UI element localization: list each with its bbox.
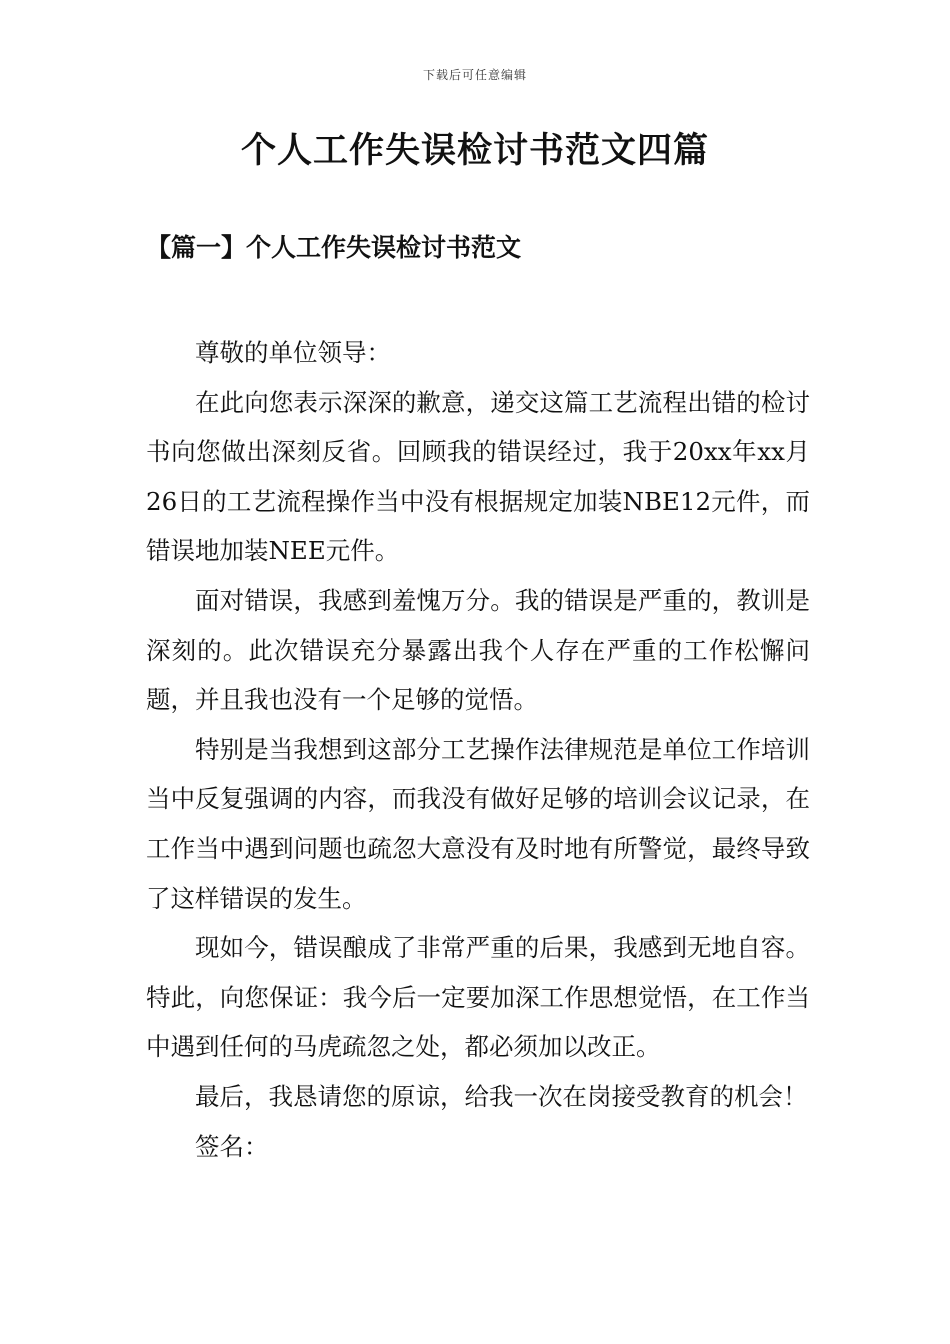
letter-body <box>146 328 810 1171</box>
paragraph: 特别是当我想到这部分工艺操作法律规范是单位工作培训当中反复强调的内容，而我没有做好足够的培训会议记录，在工作当中遇到问题也疏忽大意没有及时地有所警觉，最终导致了这样错误的发生。 <box>146 734 810 913</box>
paragraph: 面对错误，我感到羞愧万分。我的错误是严重的，教训是深刻的。此次错误充分暴露出我个人存在严重的工作松懈问题，并且我也没有一个足够的觉悟。 <box>146 585 810 715</box>
signature-label: 签名： <box>195 1131 269 1161</box>
salutation: 尊敬的单位领导： <box>195 338 391 367</box>
paragraph: 现如今，错误酿成了非常严重的后果，我感到无地自容。特此，向您保证：我今后一定要加深工作思想觉悟，在工作当中遇到任何的马虎疏忽之处，都必须加以改正。 <box>146 933 810 1062</box>
header-note: 下载后可任意编辑 <box>422 68 527 82</box>
paragraph: 最后，我恳请您的原谅，给我一次在岗接受教育的机会！ <box>195 1081 808 1111</box>
section-heading: 【篇一】个人工作失误检讨书范文 <box>146 233 522 262</box>
document-title: 个人工作失误检讨书范文四篇 <box>240 130 709 171</box>
paragraph: 在此向您表示深深的歉意，递交这篇工艺流程出错的检讨书向您做出深刻反省。回顾我的错误经过，我于20xx年xx月26日的工艺流程操作当中没有根据规定加装NBE12元件，而错误地加装NEE元件。 <box>146 387 810 566</box>
